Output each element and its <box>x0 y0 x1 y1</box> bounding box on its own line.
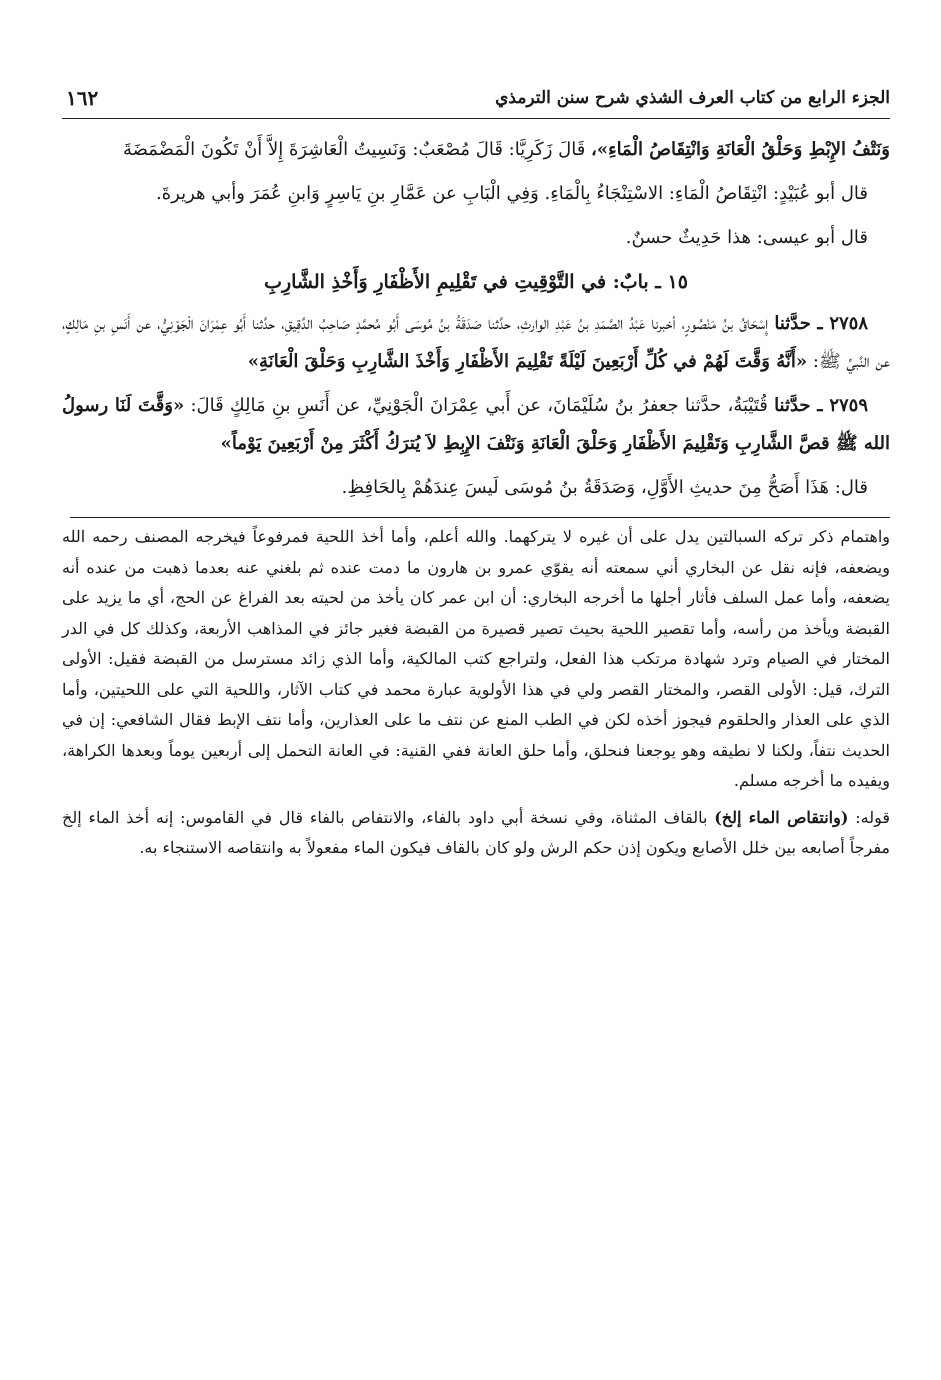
book-page <box>62 80 890 870</box>
commentary-notes <box>62 522 890 864</box>
note-prefix: قوله: <box>848 807 890 827</box>
hadith-chain: قُتَيْبَةُ، حدَّثنا جعفرُ بنُ سُلَيْمَانَ، عن أَبي عِمْرَانَ الْجَوْنِيِّ، عن أَنَسِ بنِ مَالِكٍ قَالَ: <box>184 395 775 416</box>
note-lemma: (وانتقاص الماء إلخ) <box>714 807 849 827</box>
note-text: بالقاف المثناة، وفي نسخة أبي داود بالفاء، والانتفاص بالفاء قال في القاموس: إنه أخذ الماء إلخ مفرجاً أصابعه بين خلل الأصابع ويكون إذن حكم الرش ولو كان بالقاف فيكون الماء مفعولاً به وانتقاصه الاستنجاء به. <box>62 807 890 857</box>
hadith-number: ٢٧٥٩ ـ حدَّثنا <box>774 395 868 416</box>
footnote-divider <box>70 517 890 518</box>
hadith-chain: إِسْحَاقُ بنُ مَنْصُورٍ، أخبرنا عَبْدُ الصَّمَدِ بنُ عَبْدِ الوارثِ، حدَّثنا صَدَقَةُ بنُ مُوسَى أَبُو مُحمَّدٍ صَاحِبُ الدَّقِيقِ، حدَّثنا أَبُو عِمْرَانَ الْجَوْنِيُّ، عن أَنَسِ بنِ مَالِكٍ، عن النَّبيِّ ﷺ: <box>62 313 890 372</box>
commentary-paragraph: واهتمام ذكر تركه السبالتين يدل على أن غيره لا يتركهما. والله أعلم، وأما أخذ اللحية فمرفوعاً فيخرجه المصنف رحمه الله ويضعفه، فإنه نقل عن البخاري أني سمعته أنه يقوّي عمرو بن هارون ما دمت عنده ثم بلغني عنه بعدما ذهبت من عنده أنه يضعفه، وأما عمل السلف فأثار أجلها ما أخرجه البخاري: أن ابن عمر كان يأخذ من لحيته بعد الفراغ عن الحج، أي ما يزيد على القبضة ويأخذ من رأسه، وأما تقصير اللحية بحيث تصير قصيرة من القبضة فغير جائز في المذاهب الأربعة، وكذلك كل في الدر المختار في الصيام وترد شهادة مرتكب هذا الفعل، ولتراجع كتب المالكية، وأما الذي زائد مسترسل من القبضة فقيل: الأولى الترك، قيل: الأولى القصر، والمختار القصر ولي في هذا الأولوية عبارة محمد في كتاب الآثار، واللحية التي على اللحيتين، وأما الذي على العذار والحلقوم فيجوز أخذه لكن في الطب المنع عن نتف ما على العذارين، وأما نتف الإبط فقال الشافعي: إن في الحديث نتفاً، ولكنا لا نطيقه وهو يوجعنا فنحلق، وأما حلق العانة ففي القنية: في العانة التحمل إلى أربعين يوماً وبعدها الكراهة، ويفيده ما أخرجه مسلم. <box>62 527 891 790</box>
hadith-number: ٢٧٥٨ ـ حدَّثنا <box>774 313 868 334</box>
abu-ubayd-paragraph: قال أبو عُبَيْدٍ: انْتِقَاصُ الْمَاءِ: الاسْتِنْجَاءُ بِالْمَاءِ. وَفِي الْبَابِ عن عَمَّارِ بنِ يَاسِرٍ وَابنِ عُمَرَ وأبي هريرةَ. <box>155 183 868 204</box>
hadith-2758 <box>62 305 890 381</box>
running-title: الجزء الرابع من كتاب العرف الشذي شرح سنن الترمذي <box>495 88 890 108</box>
main-text <box>62 131 890 507</box>
hadith-matn: «أَنَّهُ وَقَّتَ لَهُمْ في كُلِّ أَرْبَعِينَ لَيْلَةً تَقْلِيمَ الأَظْفَارِ وَأَخْذَ الشَّارِبِ وَحَلْقَ الْعَانَةِ» <box>247 351 808 372</box>
chapter-heading: ١٥ ـ بابٌ: في التَّوْقِيتِ في تَقْلِيمِ الأَظْفَارِ وَأَخْذِ الشَّارِبِ <box>264 271 688 293</box>
paragraph-text: قَالَ زَكَرِيَّا: قَالَ مُصْعَبٌ: وَنَسِيتُ الْعَاشِرَةَ إِلاَّ أَنْ تَكُونَ الْمَضْمَضَةَ <box>122 139 592 160</box>
abu-isa-paragraph: قال أبو عيسى: هذا حَدِيثٌ حسنٌ. <box>625 227 868 248</box>
grading-paragraph: قال: هَذَا أَصَحُّ مِنَ حديثِ الأَوَّلِ، وَصَدَقَةُ بنُ مُوسَى لَيسَ عِندَهُمْ بِالحَافِظِ. <box>341 477 868 498</box>
hadith-matn: «وَقَّتَ لَنَا رسولُ الله ﷺ قصَّ الشَّارِبِ وَتَقْلِيمَ الأَظْفَارِ وَحَلْقَ الْعَانَةِ وَنَتْفَ الإِبِطِ لاَ يُترَكُ أَكْثَرَ مِنْ أَرْبَعِينَ يَوْماً» <box>62 395 890 454</box>
hadith-2759 <box>62 387 890 463</box>
page-number: ١٦٢ <box>66 86 99 110</box>
page-header <box>62 80 890 119</box>
hadith-quote-bold: وَنَتْفُ الإِبْطِ وَحَلْقُ الْعَانَةِ وَانْتِقَاصُ الْمَاءِ»، <box>591 139 890 160</box>
commentary-paragraph <box>62 803 890 864</box>
continuation-paragraph <box>62 131 890 169</box>
